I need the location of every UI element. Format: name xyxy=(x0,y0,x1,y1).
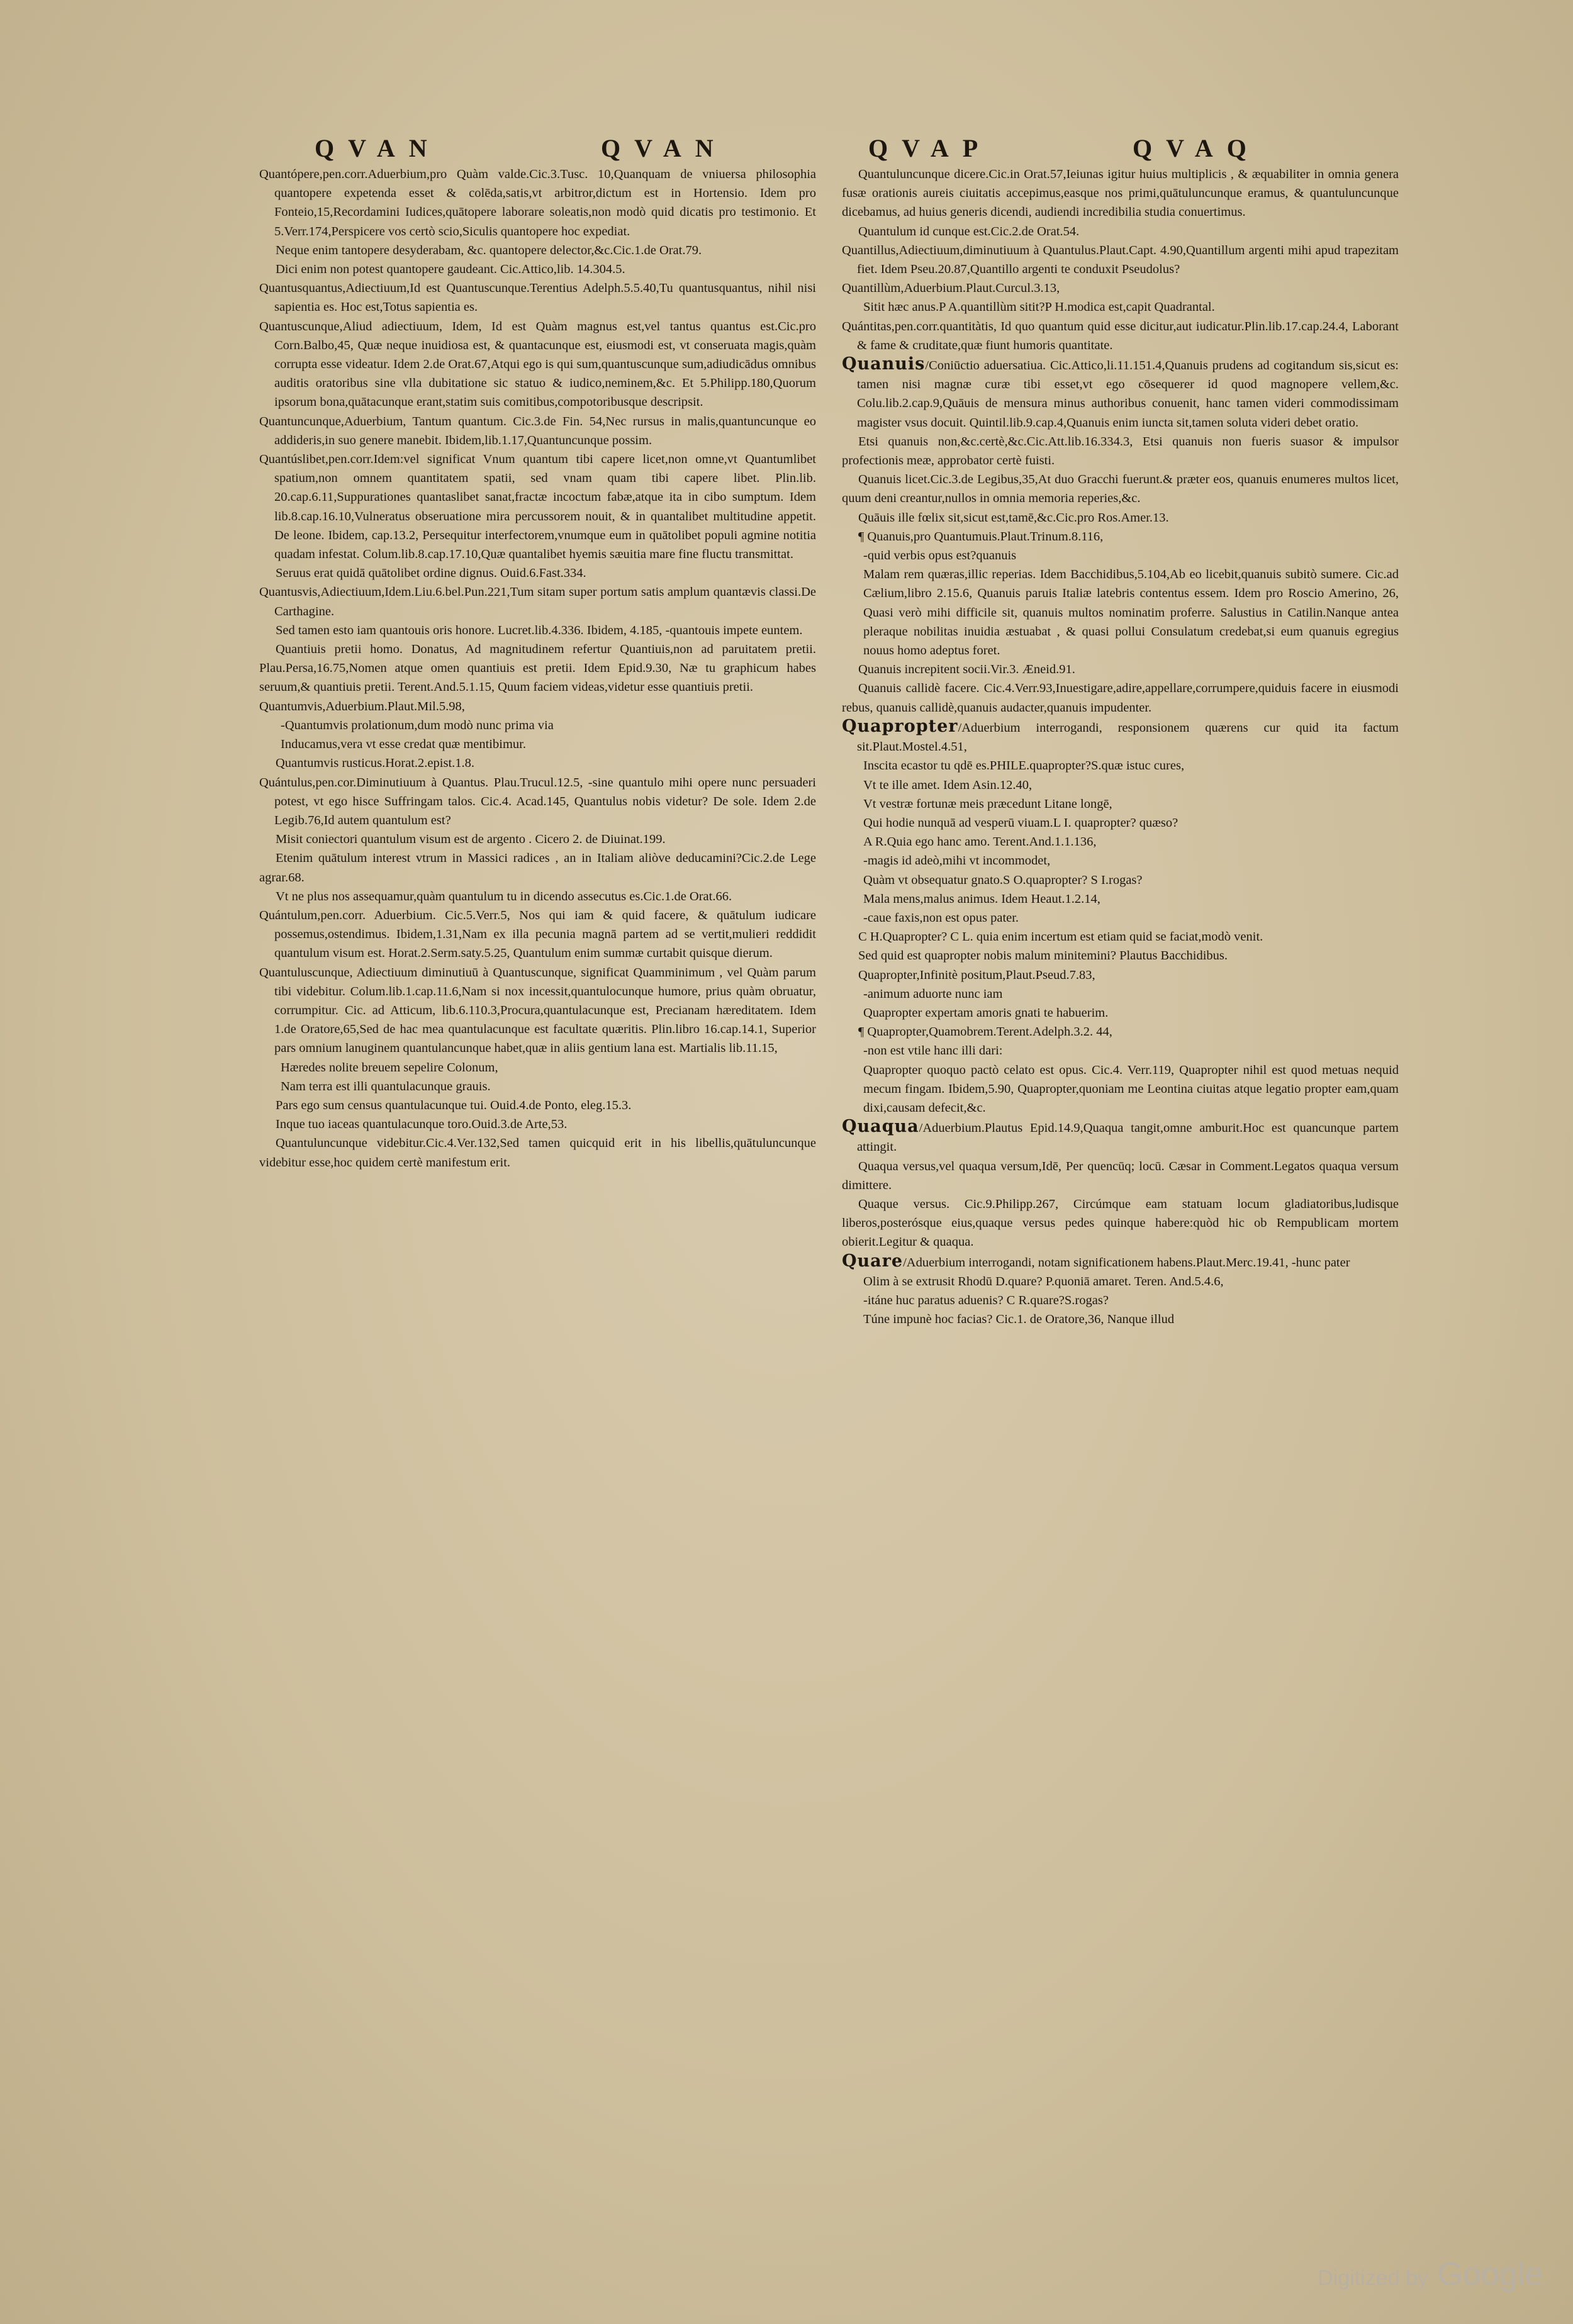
paragraph-text: Etenim quātulum interest vtrum in Massici radices , an in Italiam aliòve deducamini?Cic.2.de Lege agrar.68. xyxy=(259,851,816,885)
paragraph-text: Quantiuis pretii homo. Donatus, Ad magnitudinem refertur Quantiuis,non ad paruitatem pretii. Plau.Persa,16.75,Nomen atque omen quantiuis est pretii. Idem Epid.9.30, Næ tu graphicum habes seruum,& quantiuis pretii. Terent.And.5.1.15, Quum faciem videas,videtur esse quantiuis pretii. xyxy=(259,642,816,695)
dictionary-paragraph xyxy=(842,317,1399,355)
paragraph-text: -animum aduorte nunc iam xyxy=(863,986,1003,1001)
paragraph-text: C H.Quapropter? C L. quia enim incertum est etiam quid se faciat,modò venit. xyxy=(858,930,1263,944)
running-head-right-outer: QVAP xyxy=(868,134,992,162)
headword: Quanuis xyxy=(842,354,926,374)
dictionary-paragraph xyxy=(259,830,816,849)
paragraph-text: Quantópere,pen.corr.Aduerbium,pro Quàm valde.Cic.3.Tusc. 10,Quanquam de vniuersa philosophia quantopere expetenda esset & colēda,satis,vt arbitror,dictum est in Hortensio. Idem pro Fonteio,15,Recordamini Iudices,quātopere laborare soleatis,non modò quid dicatis pro testimonio. Et 5.Verr.174,Perspicere vos certò scio,Siculis quantopere hoc expediat. xyxy=(259,167,816,238)
dictionary-paragraph xyxy=(842,508,1399,527)
paragraph-text: Mala mens,malus animus. Idem Heaut.1.2.14, xyxy=(863,891,1100,906)
dictionary-paragraph xyxy=(259,412,816,450)
dictionary-paragraph xyxy=(259,697,816,716)
paragraph-text: Dici enim non potest quantopere gaudeant. Cic.Attico,lib. 14.304.5. xyxy=(276,262,625,277)
dictionary-paragraph xyxy=(842,776,1399,795)
dictionary-paragraph xyxy=(842,946,1399,965)
dictionary-paragraph xyxy=(259,1115,816,1134)
dictionary-paragraph xyxy=(842,279,1399,298)
paragraph-text: Pars ego sum census quantulacunque tui. Ouid.4.de Ponto, eleg.15.3. xyxy=(276,1098,632,1112)
dictionary-paragraph xyxy=(259,1058,816,1077)
dictionary-paragraph xyxy=(259,450,816,564)
paragraph-text: Qui hodie nunquā ad vesperū viuam.L I. quapropter? quæso? xyxy=(863,815,1178,830)
dictionary-paragraph xyxy=(842,470,1399,508)
running-head-left-outer: QVAN xyxy=(315,134,441,162)
dictionary-paragraph xyxy=(842,756,1399,775)
dictionary-paragraph xyxy=(259,317,816,412)
dictionary-paragraph xyxy=(842,679,1399,717)
dictionary-paragraph xyxy=(842,1157,1399,1195)
dictionary-paragraph xyxy=(842,1310,1399,1329)
paragraph-text: ¶ Quapropter,Quamobrem.Terent.Adelph.3.2. 44, xyxy=(858,1025,1112,1039)
dictionary-paragraph xyxy=(842,890,1399,908)
dictionary-paragraph xyxy=(842,871,1399,890)
dictionary-paragraph xyxy=(842,298,1399,316)
paragraph-text: -non est vtile hanc illi dari: xyxy=(863,1044,1003,1058)
dictionary-paragraph xyxy=(842,1022,1399,1041)
paragraph-text: Quantillus,Adiectiuum,diminutiuum à Quantulus.Plaut.Capt. 4.90,Quantillum argenti mihi apud trapezitam fiet. Idem Pseu.20.87,Quantillo argenti te conduxit Pseudolus? xyxy=(842,243,1399,277)
paragraph-text: Sed tamen esto iam quantouis oris honore. Lucret.lib.4.336. Ibidem, 4.185, -quantouis impete euntem. xyxy=(276,623,803,637)
dictionary-paragraph xyxy=(842,1252,1399,1272)
paragraph-text: Quantumvis,Aduerbium.Plaut.Mil.5.98, xyxy=(259,699,465,713)
dictionary-paragraph xyxy=(842,832,1399,851)
paragraph-text: Quantuncunque,Aduerbium, Tantum quantum. Cic.3.de Fin. 54,Nec rursus in malis,quantuncunque eo addideris,in suo genere manebit. Ibidem,lib.1.17,Quantuncunque possim. xyxy=(259,414,816,447)
paragraph-text: Quapropter,Infinitè positum,Plaut.Pseud.7.83, xyxy=(858,968,1095,982)
headword-separator: / xyxy=(919,1121,923,1136)
paragraph-text: Malam rem quæras,illic reperias. Idem Bacchidibus,5.104,Ab eo licebit,quanuis subitò sumere. Cic.ad Cælium,libro 2.15.6, Quanuis paruis Italiæ latebris contentus essem. Idem pro Roscio Amerino, 26, Quasi verò mihi difficile sit, quanuis multos nominatim proferre. Salustius in Catilin.Nanque antea pleraque nobilitas inuidia æstuabat , & quasi pollui Consulatum credebat,si eum quanuis egregius nouus homo adeptus foret. xyxy=(863,567,1399,658)
dictionary-paragraph xyxy=(259,640,816,697)
dictionary-paragraph xyxy=(842,1061,1399,1118)
dictionary-paragraph xyxy=(259,716,816,735)
paragraph-text: Olim à se extrusit Rhodū D.quare? P.quoniā amaret. Teren. And.5.4.6, xyxy=(863,1274,1224,1288)
paragraph-text: Neque enim tantopere desyderabam, &c. quantopere delector,&c.Cic.1.de Orat.79. xyxy=(276,243,702,257)
headword: Quaqua xyxy=(842,1117,919,1137)
dictionary-paragraph xyxy=(259,621,816,640)
paragraph-text: Quanuis callidè facere. Cic.4.Verr.93,Inuestigare,adire,appellare,corrumpere,quiduis facere in eiusmodi rebus, quanuis callidè,quanuis audacter,quanuis impudenter. xyxy=(842,681,1399,715)
paragraph-text: Aduerbium interrogandi, notam significationem habens.Plaut.Merc.19.41, -hunc pater xyxy=(906,1255,1350,1270)
paragraph-text: -quid verbis opus est?quanuis xyxy=(863,549,1017,563)
paragraph-text: Quantuscunque,Aliud adiectiuum, Idem, Id est Quàm magnus est,vel tantus quantus est.Cic.pro Corn.Balbo,45, Quæ neque inuidiosa est, & quantacunque est, eiusmodi est, vt conseruata magis,quàm corrupta esse videatur. Idem 2.de Orat.67,Atqui ego is qui sum,quantuscunque sum,adiudicādus omnibus auditis oratoribus sine vlla dubitatione sic statuo & iudico,neminem,&c. Et 5.Philipp.180,Quorum ipsorum bona,quātacunque erant,statim suis comitibus,compotoribusque descripsit. xyxy=(259,319,816,410)
left-column xyxy=(259,165,816,1172)
dictionary-paragraph xyxy=(842,660,1399,679)
paragraph-text: Hæredes nolite breuem sepelire Colonum, xyxy=(281,1060,498,1075)
paragraph-text: Quaque versus. Cic.9.Philipp.267, Circúmque eam statuam locum gladiatoribus,ludisque liberos,posterósque eius,quaque versus pedes quinque habere:quòd hic ob Rempublicam mortem obierit.Legitur & quaqua. xyxy=(842,1197,1399,1249)
headword-separator: / xyxy=(958,720,962,735)
paragraph-text: Sitit hæc anus.P A.quantillùm sitit?P H.modica est,capit Quadrantal. xyxy=(863,300,1215,315)
paragraph-text: Inque tuo iaceas quantulacunque toro.Ouid.3.de Arte,53. xyxy=(276,1117,568,1132)
paragraph-text: -magis id adeò,mihi vt incommodet, xyxy=(863,854,1051,868)
dictionary-paragraph xyxy=(842,241,1399,279)
dictionary-paragraph xyxy=(259,754,816,773)
dictionary-paragraph xyxy=(842,1272,1399,1291)
paragraph-text: Quantúslibet,pen.corr.Idem:vel significat Vnum quantum tibi capere licet,non omne,vt Quantumlibet spatium,non omnem quantitatem spatii, sed vnam quam tibi capere libet. Plin.lib. 20.cap.6.11,Suppurationes quantaslibet sanat,fractæ incoctum fabæ,atque ita in cibo sumptum. Idem lib.8.cap.16.10,Vulneratus obseruatione mira percussorem nouit, & in quantalibet multitudine appetit. De leone. Ibidem, cap.13.2, Persequitur interfectorem,vnumque eum in quātolibet populi agmine notitia quadam infestat. Colum.lib.8.cap.17.10,Quæ quantalibet hyemis sæuitia mare fine fluctu transmittat. xyxy=(259,452,816,562)
paragraph-text: Vt te ille amet. Idem Asin.12.40, xyxy=(863,778,1033,792)
dictionary-paragraph xyxy=(259,241,816,260)
dictionary-paragraph xyxy=(842,222,1399,241)
dictionary-paragraph xyxy=(842,1291,1399,1310)
dictionary-paragraph xyxy=(259,279,816,316)
paragraph-text: Quantulum id cunque est.Cic.2.de Orat.54. xyxy=(858,224,1080,238)
headword-separator: / xyxy=(903,1255,907,1270)
paragraph-text: Sed quid est quapropter nobis malum minitemini? Plautus Bacchidibus. xyxy=(858,949,1228,963)
paragraph-text: Quantusvis,Adiectiuum,Idem.Liu.6.bel.Pun.221,Tum sitam super portum satis amplum quantævis classi.De Carthagine. xyxy=(259,585,816,618)
dictionary-paragraph xyxy=(842,165,1399,222)
dictionary-paragraph xyxy=(842,908,1399,927)
dictionary-paragraph xyxy=(259,849,816,886)
running-head-right-inner: QVAQ xyxy=(1133,134,1260,162)
paragraph-text: Túne impunè hoc facias? Cic.1. de Oratore,36, Nanque illud xyxy=(863,1312,1175,1327)
watermark-brand: Google xyxy=(1437,2256,1543,2293)
dictionary-paragraph xyxy=(842,1117,1399,1156)
paragraph-text: Etsi quanuis non,&c.certè,&c.Cic.Att.lib.16.334.3, Etsi quanuis non fueris suasor & impulsor profectionis meæ, approbator certè fuisti. xyxy=(842,434,1399,468)
dictionary-paragraph xyxy=(842,851,1399,870)
dictionary-paragraph xyxy=(842,795,1399,813)
paragraph-text: Quantuluscunque, Adiectiuum diminutiuū à Quantuscunque, significat Quamminimum , vel Quàm parum tibi videbitur. Colum.lib.1.cap.11.6,Nam si nox incessit,quantulocunque humore, prius quàm obruatur, corrumpitur. Cic. ad Atticum, lib.6.110.3,Procura,quantulacunque est, Precianam hæreditatem. Idem 1.de Oratore,65,Sed de hac mea quantulacunque est facultate quæritis. Plin.libro 16.cap.14.1, Superior pars omnium lanuginem quantulancunque habet,quæ in aliis gentium lana est. Martialis lib.11.15, xyxy=(259,965,816,1056)
dictionary-paragraph xyxy=(842,1195,1399,1252)
dictionary-paragraph xyxy=(259,165,816,241)
paragraph-text: Quāuis ille fœlix sit,sicut est,tamē,&c.Cic.pro Ros.Amer.13. xyxy=(858,510,1169,525)
dictionary-paragraph xyxy=(259,260,816,279)
paragraph-text: Seruus erat quidā quātolibet ordine dignus. Ouid.6.Fast.334. xyxy=(276,566,586,581)
paragraph-text: ¶ Quanuis,pro Quantumuis.Plaut.Trinum.8.116, xyxy=(858,529,1104,544)
paragraph-text: -itáne huc paratus aduenis? C R.quare?S.rogas? xyxy=(863,1293,1109,1307)
dictionary-paragraph xyxy=(842,717,1399,756)
dictionary-paragraph xyxy=(842,813,1399,832)
paragraph-text: Misit coniectori quantulum visum est de argento . Cicero 2. de Diuinat.199. xyxy=(276,832,666,847)
dictionary-paragraph xyxy=(842,1041,1399,1060)
watermark-prefix: Digitized by xyxy=(1318,2266,1428,2290)
dictionary-paragraph xyxy=(259,773,816,830)
dictionary-paragraph xyxy=(842,355,1399,432)
dictionary-paragraph xyxy=(842,546,1399,565)
paragraph-text: A R.Quia ego hanc amo. Terent.And.1.1.136, xyxy=(863,835,1097,849)
digitized-watermark xyxy=(1318,2255,1543,2293)
paragraph-text: -Quantumvis prolationum,dum modò nunc prima via xyxy=(281,718,554,732)
paragraph-text: Quanuis licet.Cic.3.de Legibus,35,At duo Gracchi fuerunt.& præter eos, quanuis enumeres multos licet, quum deni creantur,nullos in omnia memoria reperies,&c. xyxy=(842,472,1399,506)
paragraph-text: Vt vestræ fortunæ meis præcedunt Litane longē, xyxy=(863,796,1112,811)
paragraph-text: Inducamus,vera vt esse credat quæ mentibimur. xyxy=(281,737,526,752)
paragraph-text: Quantusquantus,Adiectiuum,Id est Quantuscunque.Terentius Adelph.5.5.40,Tu quantusquantus, nihil nisi sapientia es. Hoc est,Totus sapientia es. xyxy=(259,281,816,315)
paragraph-text: Quàm vt obsequatur gnato.S O.quapropter? S I.rogas? xyxy=(863,873,1143,887)
dictionary-paragraph xyxy=(259,1134,816,1171)
paragraph-text: Quántulum,pen.corr. Aduerbium. Cic.5.Verr.5, Nos qui iam & quid facere, & quātulum iudicare possemus,ostendimus. Ibidem,1.31,Nam ex illa pecunia magnā partem ad se vertit,mulieri reddidit quantulum visum est. Horat.2.Serm.saty.5.25, Quantulum enim summæ curtabit quisque dierum. xyxy=(259,908,816,961)
paragraph-text: Quantuluncunque videbitur.Cic.4.Ver.132,Sed tamen quicquid erit in his libellis,quātuluncunque videbitur esse,hoc quidem certè manifestum erit. xyxy=(259,1136,816,1170)
dictionary-paragraph xyxy=(259,564,816,583)
paragraph-text: Coniūctio aduersatiua. Cic.Attico,li.11.151.4,Quanuis prudens ad cogitandum sis,sicut es: tamen nisi magnæ curæ tibi esset,vt ego cōsequerer id quod magnopere vellem,&c. Colu.lib.2.cap.9,Quāuis de mensura minus authoribus conuenit, hanc tamen videri commodissimam magister vsus docuit. Quintil.lib.9.cap.4,Quanuis enim iuncta sit,tamen soluta videri debet oratio. xyxy=(857,359,1399,430)
paragraph-text: -caue faxis,non est opus pater. xyxy=(863,910,1019,925)
paragraph-text: Quántulus,pen.cor.Diminutiuum à Quantus. Plau.Trucul.12.5, -sine quantulo mihi opere nunc persuaderi potest, vt ego hisce Suffringam talos. Cic.4. Acad.145, Quantulus nobis videtur? De sole. Idem 2.de Legib.76,Id autem quantulum est? xyxy=(259,775,816,827)
dictionary-paragraph xyxy=(842,966,1399,985)
paragraph-text: Vt ne plus nos assequamur,quàm quantulum tu in dicendo assecutus es.Cic.1.de Orat.66. xyxy=(276,889,732,903)
paragraph-text: Quantumvis rusticus.Horat.2.epist.1.8. xyxy=(276,756,475,771)
dictionary-paragraph xyxy=(259,735,816,754)
dictionary-paragraph xyxy=(842,927,1399,946)
dictionary-paragraph xyxy=(259,963,816,1058)
dictionary-paragraph xyxy=(842,1003,1399,1022)
paragraph-text: Quaqua versus,vel quaqua versum,Idē, Per quencūq; locū. Cæsar in Comment.Legatos quaqua versum dimittere. xyxy=(842,1159,1399,1192)
paragraph-text: Inscita ecastor tu qdē es.PHILE.quapropter?S.quæ istuc cures, xyxy=(863,759,1185,773)
dictionary-paragraph xyxy=(842,527,1399,546)
dictionary-paragraph xyxy=(259,583,816,620)
paragraph-text: Quanuis increpitent socii.Vir.3. Æneid.91. xyxy=(858,662,1075,677)
headword-separator: / xyxy=(925,359,929,373)
headword: Quare xyxy=(842,1251,904,1271)
paragraph-text: Quapropter expertam amoris gnati te habuerim. xyxy=(863,1005,1109,1020)
running-head-left-inner: QVAN xyxy=(601,134,727,162)
paragraph-text: Aduerbium interrogandi, responsionem quærens cur quid ita factum sit.Plaut.Mostel.4.51, xyxy=(857,720,1399,754)
right-column xyxy=(842,165,1399,1329)
paragraph-text: Quántitas,pen.corr.quantitàtis, Id quo quantum quid esse dicitur,aut iudicatur.Plin.lib.17.cap.24.4, Laborant & fame & cruditate,quæ fiunt humoris quantitate. xyxy=(842,319,1399,352)
dictionary-paragraph xyxy=(259,887,816,906)
dictionary-paragraph xyxy=(842,985,1399,1003)
dictionary-paragraph xyxy=(842,565,1399,660)
dictionary-paragraph xyxy=(259,906,816,963)
paragraph-text: Quantuluncunque dicere.Cic.in Orat.57,Ieiunas igitur huius multiplicis , & æquabiliter in omnia genera fusæ orationis aureis ciuitatis accepimus,easque nos primi,quātuluncunque eramus, & quantuluncunque dicebamus, ad huius generis dicendi, audiendi incredibilia studia conuertimus. xyxy=(842,167,1399,220)
dictionary-paragraph xyxy=(259,1077,816,1096)
paragraph-text: Quantillùm,Aduerbium.Plaut.Curcul.3.13, xyxy=(842,281,1060,296)
paragraph-text: Aduerbium.Plautus Epid.14.9,Quaqua tangit,omne amburit.Hoc est quancunque partem attingit. xyxy=(857,1121,1399,1154)
paragraph-text: Nam terra est illi quantulacunque grauis. xyxy=(281,1079,491,1093)
headword: Quapropter xyxy=(842,716,958,736)
dictionary-paragraph xyxy=(842,432,1399,470)
dictionary-paragraph xyxy=(259,1096,816,1115)
paragraph-text: Quapropter quoquo pactò celato est opus. Cic.4. Verr.119, Quapropter nihil est quod metuas nequid mecum fingam. Ibidem,5.90, Quapropter,quoniam me Leontina ciuitas atque legatio propter eam,quam dixi,causam defecit,&c. xyxy=(863,1063,1399,1115)
